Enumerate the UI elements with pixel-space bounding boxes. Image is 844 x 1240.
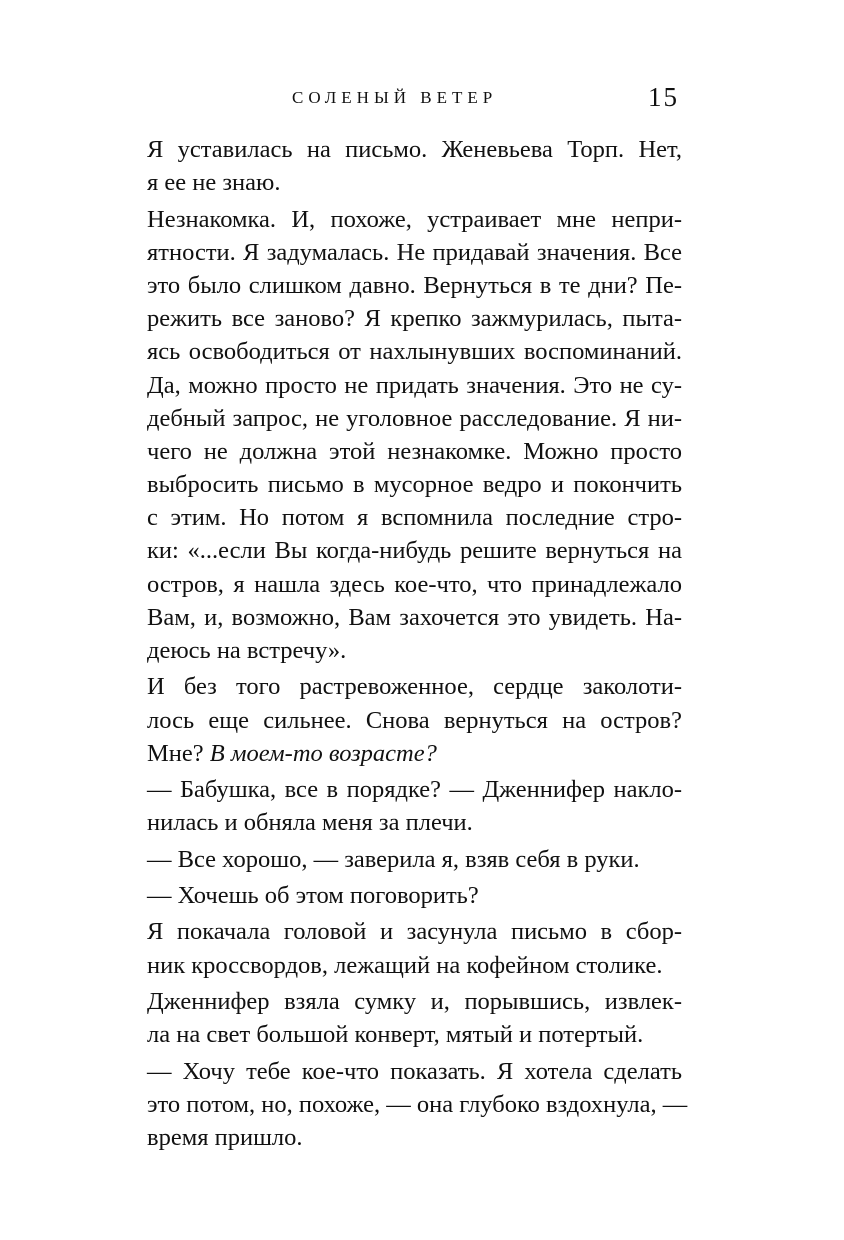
body-text: [147, 133, 688, 1154]
text-line: время пришло.: [147, 1123, 303, 1151]
text-line: ки: «...если Вы когда-нибудь решите вернуться на: [147, 537, 682, 565]
text-line: это было слишком давно. Вернуться в те дни? Пе-: [147, 271, 682, 299]
text-line: лось еще сильнее. Снова вернуться на остров?: [147, 706, 682, 734]
text-line: Дженнифер взяла сумку и, порывшись, извлек-: [147, 988, 682, 1015]
page-header: [0, 82, 844, 122]
paragraph: [147, 843, 682, 876]
text-line: — Хочешь об этом поговорить?: [147, 882, 479, 910]
text-line: — Бабушка, все в порядке? — Дженнифер накло-: [147, 776, 682, 804]
paragraph: [147, 203, 682, 668]
text-line: выбросить письмо в мусорное ведро и покончить: [147, 471, 682, 499]
text-line: — Хочу тебе кое-что показать. Я хотела сделать: [147, 1057, 682, 1085]
text-line: И без того растревоженное, сердце заколоти-: [147, 673, 682, 701]
text-line: это потом, но, похоже, — она глубоко вздохнула, —: [147, 1090, 688, 1118]
page-number: 15: [648, 82, 679, 112]
running-title: СОЛЕНЫЙ ВЕТЕР: [292, 88, 498, 107]
paragraph: [147, 985, 682, 1051]
text-line: ла на свет большой конверт, мятый и потертый.: [147, 1021, 644, 1049]
text-line: ятности. Я задумалась. Не придавай значения. Все: [147, 238, 682, 266]
text-line: чего не должна этой незнакомке. Можно просто: [147, 437, 682, 465]
text-line: Вам, и, возможно, Вам захочется это увидеть. На-: [147, 603, 682, 631]
text-line: Я уставилась на письмо. Женевьева Торп. Нет,: [147, 136, 682, 163]
text-line: Я покачала головой и засунула письмо в сбор-: [147, 918, 682, 946]
text-line: Незнакомка. И, похоже, устраивает мне непри-: [147, 205, 682, 233]
paragraph: [147, 915, 682, 981]
text-line: деюсь на встречу».: [147, 637, 347, 664]
text-line: дебный запрос, не уголовное расследование. Я ни-: [147, 404, 682, 432]
text-line: ник кроссвордов, лежащий на кофейном столике.: [147, 951, 663, 979]
text-line: нилась и обняла меня за плечи.: [147, 809, 473, 837]
paragraph: [147, 1055, 688, 1155]
text-line: Да, можно просто не придать значения. Это не су-: [147, 371, 682, 399]
text-line: остров, я нашла здесь кое-что, что принадлежало: [147, 570, 682, 598]
text-line: — Все хорошо, — заверила я, взяв себя в руки.: [147, 845, 640, 873]
text-fragment: Мне?: [147, 739, 210, 767]
paragraph: [147, 879, 682, 912]
text-line: я ее не знаю.: [147, 169, 281, 197]
text-line: [147, 737, 682, 770]
text-line: ясь освободиться от нахлынувших воспоминаний.: [147, 338, 682, 366]
text-line: режить все заново? Я крепко зажмурилась, пыта-: [147, 305, 682, 333]
paragraph: [147, 133, 682, 199]
text-line: с этим. Но потом я вспомнила последние стро-: [147, 504, 682, 532]
paragraph: [147, 670, 682, 770]
paragraph: [147, 773, 682, 839]
italic-emphasis: В моем-то возрасте?: [209, 739, 437, 767]
